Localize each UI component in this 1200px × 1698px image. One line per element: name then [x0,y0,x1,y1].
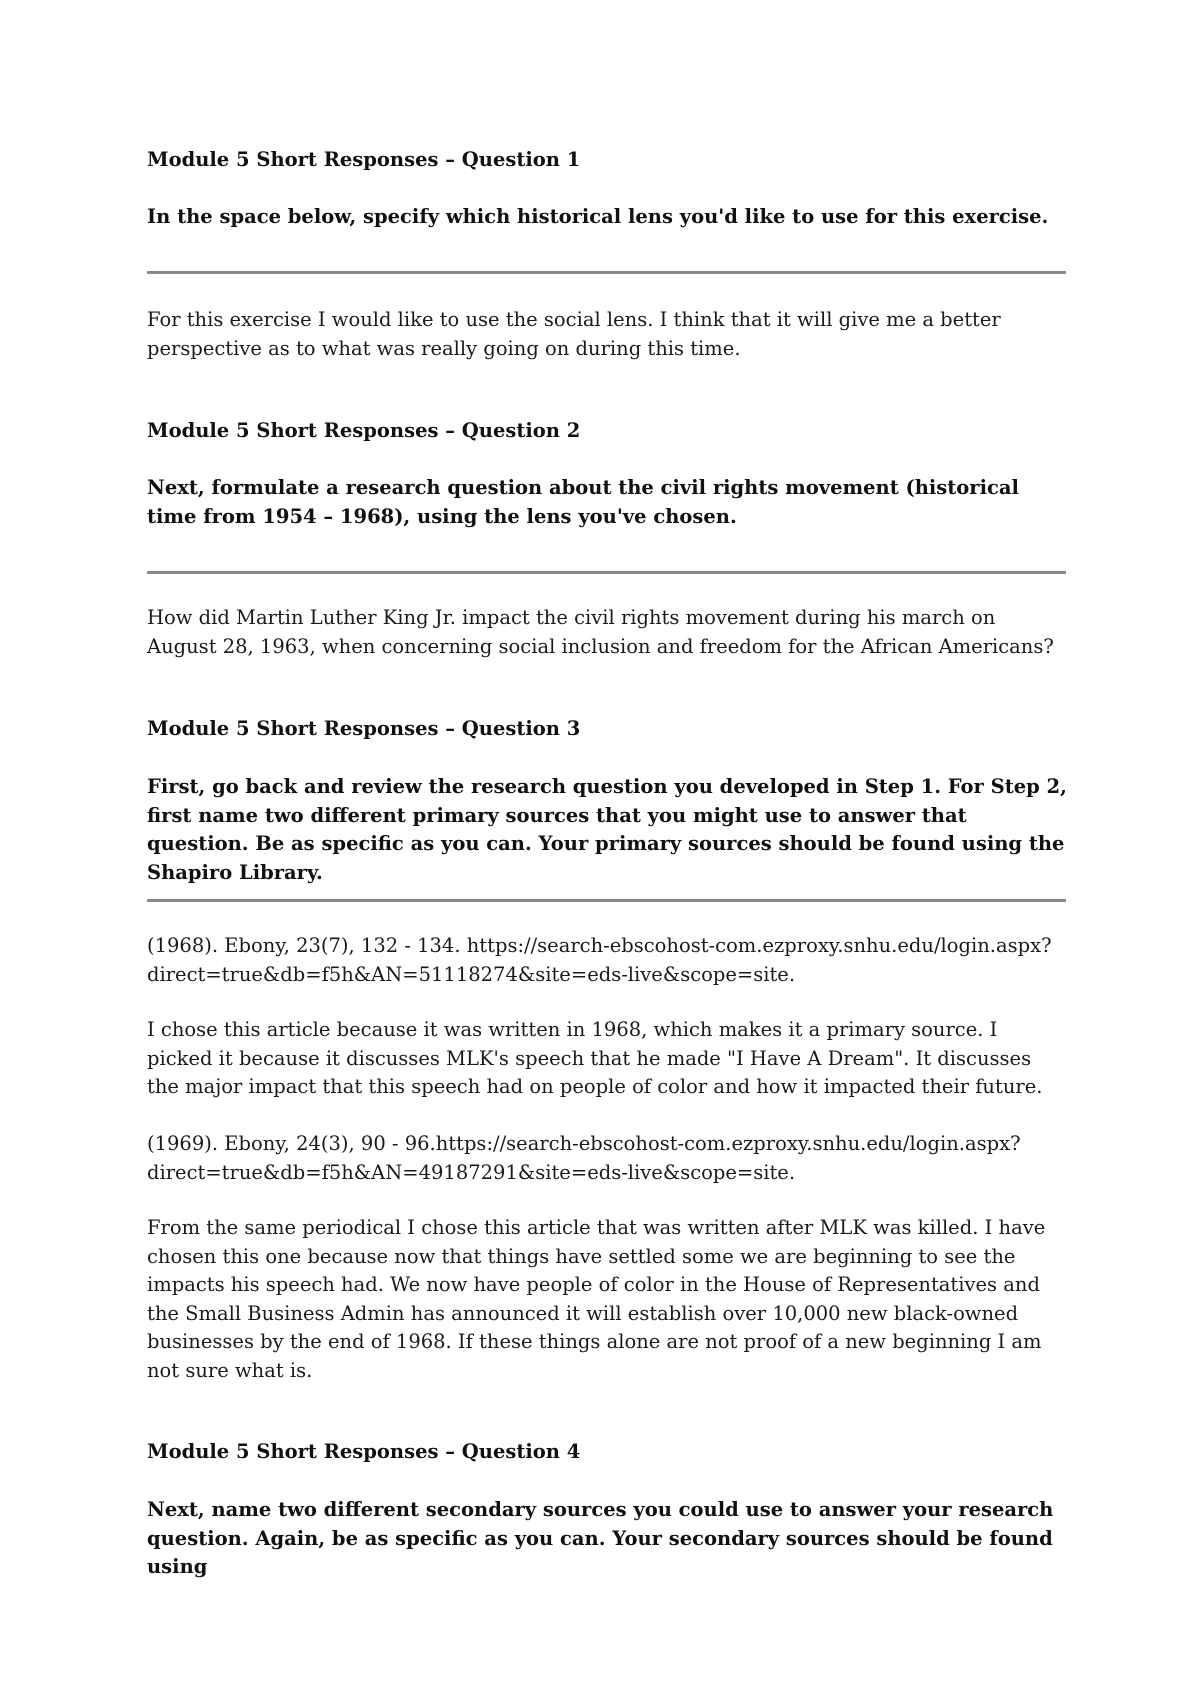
question-2-answer-wrap [147,604,1067,661]
question-1-prompt-wrap [147,203,1067,232]
question-3-answer-1-wrap [147,932,1067,989]
question-1-rule-wrap [147,271,1067,274]
question-2-prompt: Next, formulate a research question about the civil rights movement (historical time from 1954 – 1968), using the lens you've chosen. [147,476,1019,528]
question-3-answer-2-wrap [147,1016,1067,1102]
primary-source-1-citation: (1968). Ebony, 23(7), 132 - 134. https://search-ebscohost-com.ezproxy.snhu.edu/login.aspx?direct=true&db=f5h&AN=51118274&site=eds-live&scope=site. [147,934,1052,986]
question-3-heading: Module 5 Short Responses – Question 3 [147,717,581,740]
question-3-divider [147,899,1066,902]
question-3-prompt-wrap [147,773,1067,887]
question-4-heading: Module 5 Short Responses – Question 4 [147,1440,581,1463]
question-4-section [147,1438,1067,1466]
primary-source-2-citation: (1969). Ebony, 24(3), 90 - 96.https://search-ebscohost-com.ezproxy.snhu.edu/login.aspx?direct=true&db=f5h&AN=49187291&site=eds-live&scope=site. [147,1132,1021,1184]
question-3-answer-3-wrap [147,1130,1067,1187]
question-3-answer-4-wrap [147,1214,1067,1385]
question-3-prompt: First, go back and review the research question you developed in Step 1. For Step 2, first name two different primary sources that you might use to answer that question. Be as specific as you can. Your primary sources should be found using the Shapiro Library. [147,775,1067,884]
question-1-heading: Module 5 Short Responses – Question 1 [147,148,581,171]
question-2-rule-wrap [147,571,1067,574]
primary-source-1-rationale: I chose this article because it was written in 1968, which makes it a primary source. I picked it because it discusses MLK's speech that he made "I Have A Dream". It discusses the major impact that this speech had on people of color and how it impacted their future. [147,1018,1043,1098]
primary-source-2-rationale: From the same periodical I chose this article that was written after MLK was killed. I have chosen this one because now that things have settled some we are beginning to see the impacts his speech had. We now have people of color in the House of Representatives and the Small Business Admin has announced it will establish over 10,000 new black-owned businesses by the end of 1968. If these things alone are not proof of a new beginning I am not sure what is. [147,1216,1046,1382]
question-1-section [147,146,1067,174]
question-2-answer: How did Martin Luther King Jr. impact the civil rights movement during his march on August 28, 1963, when concerning social inclusion and freedom for the African Americans? [147,606,1054,658]
question-1-answer: For this exercise I would like to use the social lens. I think that it will give me a better perspective as to what was really going on during this time. [147,308,1001,360]
question-2-divider [147,571,1066,574]
question-1-divider [147,271,1066,274]
question-4-prompt-wrap [147,1496,1067,1582]
question-3-section [147,715,1067,743]
question-3-rule-wrap [147,899,1067,902]
question-1-prompt: In the space below, specify which historical lens you'd like to use for this exercise. [147,205,1049,228]
question-2-prompt-wrap [147,474,1067,531]
question-2-section [147,417,1067,445]
question-1-answer-wrap [147,306,1067,363]
question-4-prompt: Next, name two different secondary sources you could use to answer your research question. Again, be as specific as you can. Your secondary sources should be found using [147,1498,1054,1578]
question-2-heading: Module 5 Short Responses – Question 2 [147,419,581,442]
